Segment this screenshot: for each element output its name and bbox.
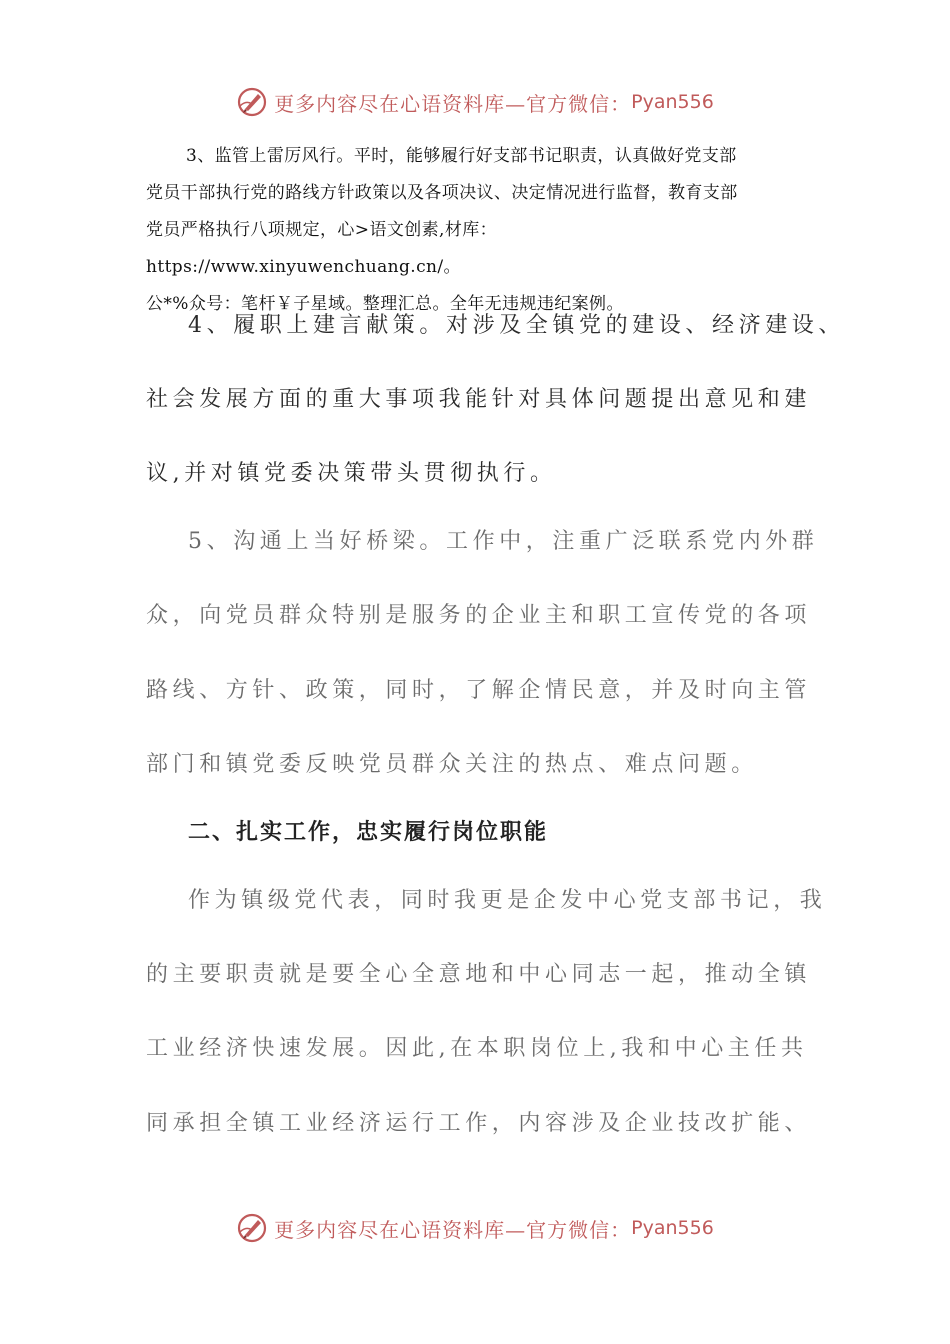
watermark-wechat-id: Pyan556 (631, 1217, 714, 1239)
pen-feather-logo-icon (236, 86, 268, 118)
watermark-wechat-id: Pyan556 (631, 91, 714, 113)
text-line: 党员干部执行党的路线方针政策以及各项决议、决定情况进行监督，教育支部 (146, 183, 738, 203)
text-line: 公*%众号：笔杆￥子星域。整理汇总。全年无违规违纪案例。 (146, 294, 624, 314)
section-2-line: 工业经济快速发展。因此,在本职岗位上,我和中心主任共 (146, 1036, 808, 1061)
section-2-line: 的主要职责就是要全心全意地和中心同志一起，推动全镇 (146, 962, 812, 987)
paragraph-3 (146, 138, 806, 323)
watermark-text: 更多内容尽在心语资料库—官方微信： (274, 1217, 632, 1242)
section-2-line: 同承担全镇工业经济运行工作，内容涉及企业技改扩能、 (146, 1111, 812, 1136)
pen-feather-logo-icon (236, 1212, 268, 1244)
paragraph-4-line: 社会发展方面的重大事项我能针对具体问题提出意见和建 (146, 387, 812, 412)
text-line: 党员严格执行八项规定，心>语文创素,材库：https://www.xinyuwenchuang.cn/。 (146, 220, 498, 277)
text-line: 3、监管上雷厉风行。平时，能够履行好支部书记职责，认真做好党支部 (186, 146, 737, 166)
paragraph-5-line: 众，向党员群众特别是服务的企业主和职工宣传党的各项 (146, 603, 812, 628)
section-2-line: 作为镇级党代表，同时我更是企发中心党支部书记，我 (188, 888, 827, 913)
paragraph-5-line: 部门和镇党委反映党员群众关注的热点、难点问题。 (146, 752, 758, 777)
paragraph-5-line: 路线、方针、政策，同时，了解企情民意，并及时向主管 (146, 678, 812, 703)
watermark-footer (0, 1208, 950, 1248)
paragraph-4-line: 4、履职上建言献策。对涉及全镇党的建设、经济建设、 (188, 313, 845, 338)
section-heading: 二、扎实工作，忠实履行岗位职能 (188, 819, 549, 845)
watermark-text: 更多内容尽在心语资料库—官方微信： (274, 91, 632, 116)
paragraph-5-line: 5、沟通上当好桥梁。工作中，注重广泛联系党内外群 (188, 529, 819, 554)
watermark-header (0, 82, 950, 122)
paragraph-4-line: 议,并对镇党委决策带头贯彻执行。 (146, 461, 557, 486)
